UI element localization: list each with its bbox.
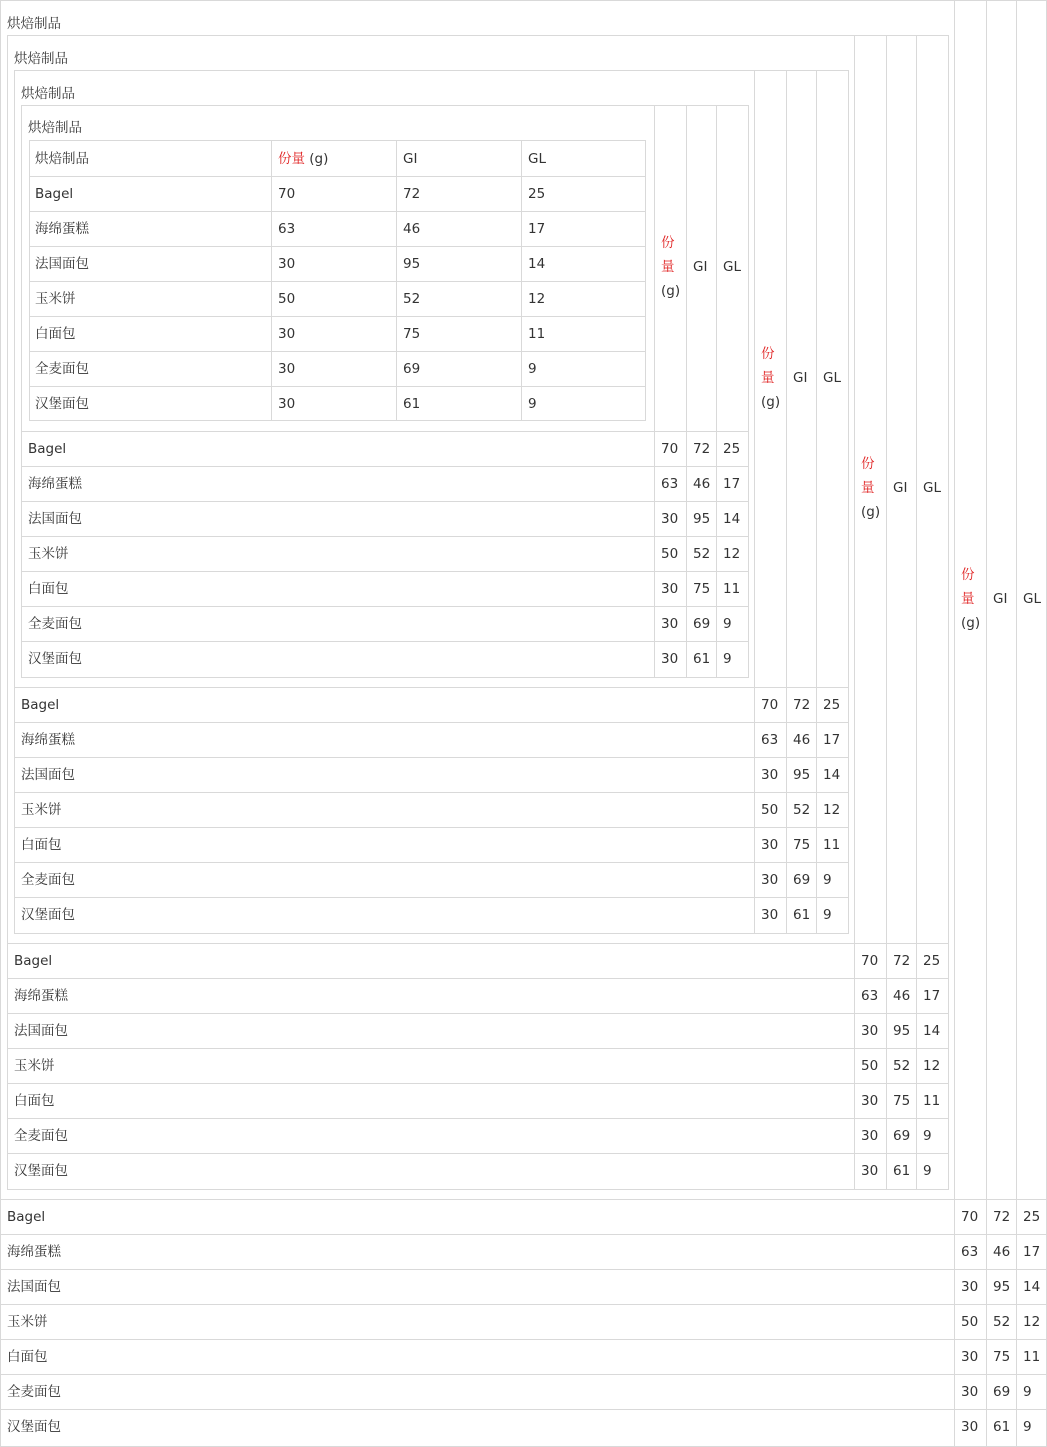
header-gl: GL [723, 259, 741, 275]
cell-name: 全麦面包 [7, 1384, 61, 1400]
header-divider [0, 1199, 1047, 1200]
cell-name: 白面包 [28, 581, 69, 597]
cell-name: Bagel [7, 1209, 46, 1225]
cell-name: 法国面包 [35, 256, 89, 272]
cell-gl: 12 [923, 1058, 941, 1074]
cell-gi: 69 [793, 872, 811, 888]
cell-gl: 9 [723, 651, 732, 667]
cell-gi: 95 [693, 511, 711, 527]
cell-gl: 12 [528, 291, 546, 307]
header-portion-part: 份 [661, 235, 675, 251]
header-portion-part: (g) [661, 283, 681, 299]
cell-gi: 95 [993, 1279, 1011, 1295]
header-portion-part: 份 [861, 456, 875, 472]
cell-name: 白面包 [35, 326, 76, 342]
cell-portion: 50 [278, 291, 296, 307]
cell-gi: 61 [693, 651, 711, 667]
cell-gl: 14 [723, 511, 741, 527]
cell-portion: 63 [278, 221, 296, 237]
cell-gi: 75 [893, 1093, 911, 1109]
cell-portion: 70 [661, 441, 679, 457]
nested-caption: 烘焙制品 [7, 16, 61, 32]
cell-name: Bagel [35, 186, 74, 202]
cell-gl: 12 [723, 546, 741, 562]
cell-gi: 72 [893, 953, 911, 969]
cell-gl: 17 [723, 476, 741, 492]
cell-gl: 25 [723, 441, 741, 457]
cell-portion: 70 [761, 697, 779, 713]
cell-portion: 30 [278, 396, 296, 412]
cell-gi: 69 [993, 1384, 1011, 1400]
cell-portion: 30 [278, 256, 296, 272]
cell-gi: 95 [893, 1023, 911, 1039]
cell-name: 全麦面包 [14, 1128, 68, 1144]
col-divider [954, 0, 955, 1446]
cell-name: 海绵蛋糕 [21, 732, 75, 748]
portion-unit: (g) [305, 151, 329, 167]
cell-portion: 30 [761, 872, 779, 888]
cell-gi: 52 [893, 1058, 911, 1074]
cell-portion: 70 [278, 186, 296, 202]
cell-name: 白面包 [7, 1349, 48, 1365]
cell-gi: 52 [693, 546, 711, 562]
cell-gi: 61 [403, 396, 421, 412]
header-gi: GI [793, 369, 808, 386]
cell-gi: 52 [993, 1314, 1011, 1330]
cell-portion: 30 [761, 837, 779, 853]
row-divider [0, 1234, 1047, 1235]
row-divider [0, 1374, 1047, 1375]
cell-gl: 9 [1023, 1419, 1032, 1435]
cell-name: 汉堡面包 [21, 907, 75, 923]
cell-gl: 11 [1023, 1349, 1041, 1365]
cell-gi: 75 [793, 837, 811, 853]
cell-gi: 72 [403, 186, 421, 202]
header-gl: GL [1023, 590, 1041, 607]
cell-gi: 95 [793, 767, 811, 783]
cell-gi: 72 [993, 1209, 1011, 1225]
cell-name: 汉堡面包 [28, 651, 82, 667]
cell-name: 海绵蛋糕 [14, 988, 68, 1004]
portion-label: 份量 [278, 151, 305, 167]
cell-portion: 30 [761, 907, 779, 923]
header-gl: GL [923, 480, 941, 496]
cell-gi: 52 [793, 802, 811, 818]
cell-gi: 69 [893, 1128, 911, 1144]
header-portion-part: 量 [961, 590, 975, 607]
cell-portion: 30 [278, 361, 296, 377]
cell-gi: 61 [793, 907, 811, 923]
cell-portion: 30 [278, 326, 296, 342]
cell-gl: 25 [923, 953, 941, 969]
row-divider [0, 1409, 1047, 1410]
cell-gl: 9 [923, 1128, 932, 1144]
cell-name: 玉米饼 [7, 1314, 48, 1330]
cell-portion: 30 [861, 1128, 879, 1144]
cell-portion: 30 [661, 616, 679, 632]
cell-name: 汉堡面包 [35, 396, 89, 412]
cell-portion: 30 [661, 581, 679, 597]
cell-name: 玉米饼 [14, 1058, 55, 1074]
header-gi: GI [993, 590, 1008, 607]
cell-name: Bagel [21, 697, 60, 713]
cell-portion: 63 [961, 1244, 979, 1260]
cell-name: 法国面包 [7, 1279, 61, 1295]
cell-portion: 30 [661, 651, 679, 667]
cell-gl: 9 [1023, 1384, 1032, 1400]
cell-gi: 75 [693, 581, 711, 597]
header-portion-part: 量 [861, 480, 875, 496]
cell-gl: 17 [528, 221, 546, 237]
cell-gi: 72 [793, 697, 811, 713]
header-portion-part: 量 [761, 369, 775, 386]
header-gl: GL [528, 151, 546, 167]
cell-gi: 75 [993, 1349, 1011, 1365]
cell-gl: 14 [528, 256, 546, 272]
cell-gi: 95 [403, 256, 421, 272]
cell-portion: 50 [961, 1314, 979, 1330]
cell-name: 法国面包 [21, 767, 75, 783]
cell-gl: 11 [823, 837, 841, 853]
header-portion-part: 份 [761, 345, 775, 362]
cell-name: 海绵蛋糕 [28, 476, 82, 492]
cell-name: 白面包 [14, 1093, 55, 1109]
header-gi: GI [693, 259, 708, 275]
cell-portion: 30 [961, 1419, 979, 1435]
cell-gi: 72 [693, 441, 711, 457]
header-name: 烘焙制品 [35, 151, 89, 167]
cell-portion: 50 [761, 802, 779, 818]
cell-gl: 25 [823, 697, 841, 713]
cell-name: 汉堡面包 [14, 1163, 68, 1179]
cell-gl: 17 [923, 988, 941, 1004]
cell-gi: 69 [693, 616, 711, 632]
cell-gl: 9 [923, 1163, 932, 1179]
cell-name: Bagel [28, 441, 67, 457]
cell-gl: 12 [1023, 1314, 1041, 1330]
cell-portion: 50 [861, 1058, 879, 1074]
cell-gi: 69 [403, 361, 421, 377]
cell-gi: 52 [403, 291, 421, 307]
cell-portion: 63 [861, 988, 879, 1004]
cell-gl: 17 [1023, 1244, 1041, 1260]
cell-gl: 9 [823, 907, 832, 923]
cell-portion: 30 [961, 1279, 979, 1295]
cell-gi: 46 [693, 476, 711, 492]
nested-caption: 烘焙制品 [21, 86, 75, 102]
cell-portion: 30 [961, 1349, 979, 1365]
col-divider [986, 0, 987, 1446]
inner-caption: 烘焙制品 [28, 120, 82, 136]
row-divider [0, 1269, 1047, 1270]
header-portion-part: (g) [861, 504, 881, 520]
cell-portion: 30 [761, 767, 779, 783]
cell-portion: 30 [861, 1093, 879, 1109]
cell-portion: 30 [861, 1023, 879, 1039]
cell-portion: 63 [761, 732, 779, 748]
cell-name: 汉堡面包 [7, 1419, 61, 1435]
cell-gi: 75 [403, 326, 421, 342]
col-divider [1016, 0, 1017, 1446]
cell-gl: 17 [823, 732, 841, 748]
header-gi: GI [893, 480, 908, 496]
cell-gi: 46 [893, 988, 911, 1004]
cell-gl: 9 [528, 361, 537, 377]
cell-name: 全麦面包 [28, 616, 82, 632]
nested-caption: 烘焙制品 [14, 51, 68, 67]
cell-name: Bagel [14, 953, 53, 969]
cell-portion: 30 [961, 1384, 979, 1400]
cell-portion: 70 [861, 953, 879, 969]
cell-name: 法国面包 [14, 1023, 68, 1039]
cell-gl: 9 [528, 396, 537, 412]
header-portion-part: (g) [961, 614, 981, 631]
cell-gl: 14 [1023, 1279, 1041, 1295]
cell-gi: 61 [993, 1419, 1011, 1435]
cell-portion: 63 [661, 476, 679, 492]
cell-name: 玉米饼 [28, 546, 69, 562]
cell-gl: 9 [823, 872, 832, 888]
cell-gl: 25 [528, 186, 546, 202]
cell-name: 海绵蛋糕 [35, 221, 89, 237]
cell-portion: 30 [861, 1163, 879, 1179]
cell-gl: 25 [1023, 1209, 1041, 1225]
cell-name: 玉米饼 [35, 291, 76, 307]
row-divider [0, 1304, 1047, 1305]
cell-name: 法国面包 [28, 511, 82, 527]
cell-portion: 50 [661, 546, 679, 562]
cell-portion: 30 [661, 511, 679, 527]
cell-gl: 14 [823, 767, 841, 783]
cell-gi: 46 [793, 732, 811, 748]
header-gl: GL [823, 369, 841, 386]
header-portion-part: (g) [761, 393, 781, 410]
cell-gl: 11 [528, 326, 546, 342]
cell-name: 海绵蛋糕 [7, 1244, 61, 1260]
cell-gi: 46 [993, 1244, 1011, 1260]
row-divider [0, 1339, 1047, 1340]
cell-gl: 9 [723, 616, 732, 632]
cell-gl: 12 [823, 802, 841, 818]
cell-gl: 11 [923, 1093, 941, 1109]
header-portion-part: 量 [661, 259, 675, 275]
cell-gi: 46 [403, 221, 421, 237]
cell-name: 玉米饼 [21, 802, 62, 818]
cell-gi: 61 [893, 1163, 911, 1179]
cell-gl: 11 [723, 581, 741, 597]
cell-gl: 14 [923, 1023, 941, 1039]
header-portion-part: 份 [961, 566, 975, 583]
cell-portion: 70 [961, 1209, 979, 1225]
cell-name: 全麦面包 [21, 872, 75, 888]
cell-name: 白面包 [21, 837, 62, 853]
cell-name: 全麦面包 [35, 361, 89, 377]
header-gi: GI [403, 151, 418, 167]
